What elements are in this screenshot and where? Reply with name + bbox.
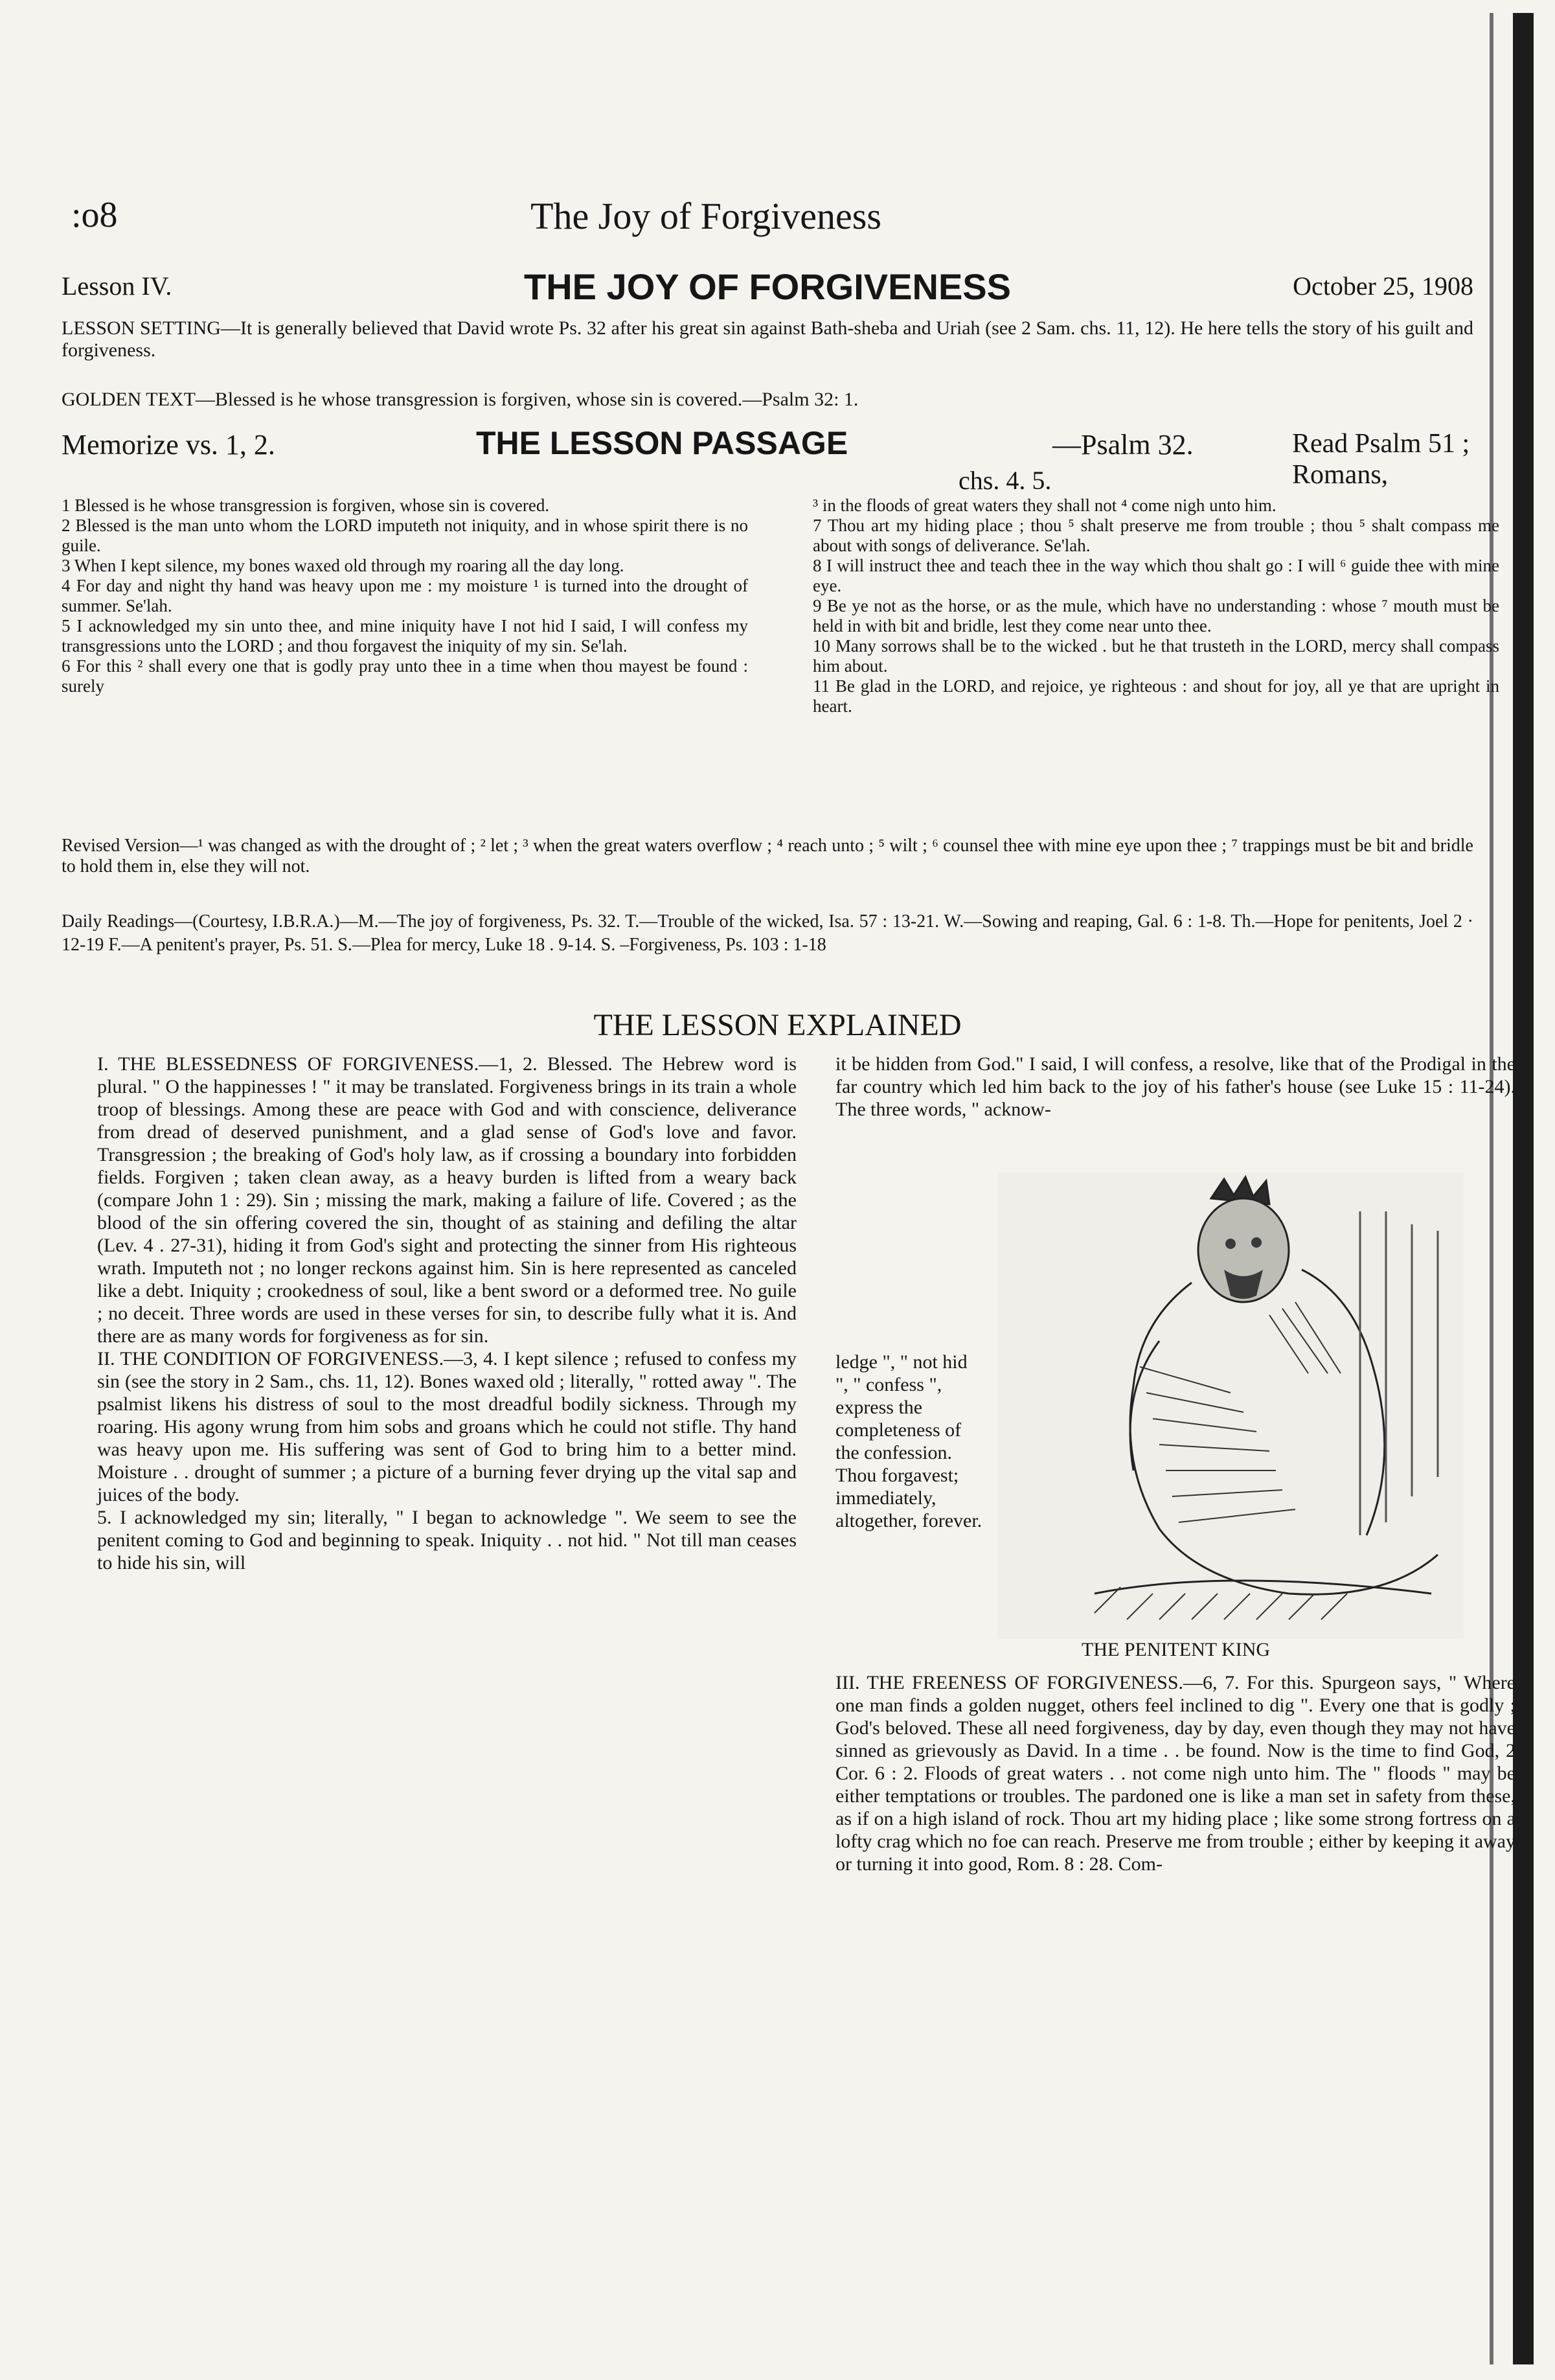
memorize-verses: Memorize vs. 1, 2. (62, 429, 275, 461)
verse: 9 Be ye not as the horse, or as the mule, which have no understanding : whose ⁷ mouth must be held in with bit and bridle, lest they come near unto thee. (813, 596, 1499, 635)
commentary-right-top: it be hidden from God." I said, I will confess, a resolve, like that of the Prodigal in the far country which led him back to the joy of his father's house (see Luke 15 : 11-24). The three words, " acknow- (835, 1053, 1515, 1120)
lesson-heading (62, 266, 1473, 311)
scan-edge-line (1490, 13, 1493, 2364)
passage-verses-right (813, 496, 1499, 716)
illustration-caption: THE PENITENT KING (1082, 1639, 1271, 1660)
read-reference: Read Psalm 51 ; Romans, (1292, 429, 1470, 490)
verse: 2 Blessed is the man unto whom the LORD imputeth not iniquity, and in whose spirit there is no guile. (62, 516, 748, 555)
lesson-date: October 25, 1908 (1293, 271, 1473, 301)
passage-verses-left (62, 496, 748, 696)
verse: 3 When I kept silence, my bones waxed old through my roaring all the day long. (62, 556, 624, 575)
verse: 6 For this ² shall every one that is godly pray unto thee in a time when thou mayest be found : surely (62, 656, 748, 696)
daily-readings: Daily Readings—(Courtesy, I.B.R.A.)—M.—The joy of forgiveness, Ps. 32. T.—Trouble of the wicked, Isa. 57 : 13-21. W.—Sowing and reaping, Gal. 6 : 1-8. Th.—Hope for penitents, Joel 2 · 12-19 F.—A penitent's prayer, Ps. 51. S.—Plea for mercy, Luke 18 . 9-14. S. –Forgiveness, Ps. 103 : 1-18 (62, 911, 1473, 955)
lesson-setting: LESSON SETTING—It is generally believed that David wrote Ps. 32 after his great sin against Bath-sheba and Uriah (see 2 Sam. chs. 11, 12). He here tells the story of his guilt and forgiveness. (62, 317, 1473, 361)
read-chapters: chs. 4. 5. (959, 466, 1052, 495)
verse: 7 Thou art my hiding place ; thou ⁵ shalt preserve me from trouble ; thou ⁵ shalt compass me about with songs of deliverance. Se'lah. (813, 516, 1499, 555)
scan-edge-bar (1513, 13, 1534, 2364)
commentary-paragraph: I. THE BLESSEDNESS OF FORGIVENESS.—1, 2. Blessed. The Hebrew word is plural. " O the happinesses ! " it may be translated. Forgiveness brings in its train a whole troop of blessings. Among these are peace with God and with conscience, deliverance from dread of deserved punishment, and a glad sense of God's love and favor. Transgression ; the breaking of God's holy law, as if crossing a boundary into forbidden fields. Forgiven ; taken clean away, as a heavy burden is lifted from a weary back (compare John 1 : 29). Sin ; missing the mark, making a failure of life. Covered ; as the blood of the sin offering covered the sin, thought of as staining and defiling the altar (Lev. 4 . 27-31), hiding it from God's sight and protecting the sinner from His righteous wrath. Imputeth not ; no longer reckons against him. Sin is here represented as canceled like a debt. Iniquity ; crookedness of soul, like a bent sword or a deformed tree. No guile ; no deceit. Three words are used in these verses for sin, to describe fully what it is. And there are as many words for forgiveness as for sin. (97, 1053, 797, 1347)
commentary-right-mid: ledge ", " not hid ", " confess ", express the completeness of the confession. Thou forgavest; immediately, altogether, forever. (835, 1351, 982, 1531)
lesson-number: Lesson IV. (62, 271, 172, 301)
passage-psalm: —Psalm 32. (1052, 429, 1194, 461)
running-title: The Joy of Forgiveness (530, 195, 881, 237)
commentary-right-bottom: III. THE FREENESS OF FORGIVENESS.—6, 7. For this. Spurgeon says, " Where one man finds a golden nugget, others feel inclined to dig ". Every one that is godly ; God's beloved. These all need forgiveness, day by day, even though they may not have sinned as grievously as David. In a time . . be found. Now is the time to find God, 2 Cor. 6 : 2. Floods of great waters . . not come nigh unto him. The " floods " may be either temptations or troubles. The pardoned one is like a man set in safety from these, as if on a high island of rock. Thou art my hiding place ; like some strong fortress on a lofty crag which no foe can reach. Preserve me from trouble ; either by keeping it away or turning it into good, Rom. 8 : 28. Com- (835, 1672, 1515, 1875)
lesson-passage-label: THE LESSON PASSAGE (476, 425, 848, 461)
golden-text: GOLDEN TEXT—Blessed is he whose transgression is forgiven, whose sin is covered.—Psalm 32: 1. (62, 389, 859, 410)
verse: 10 Many sorrows shall be to the wicked . but he that trusteth in the LORD, mercy shall compass him about. (813, 636, 1499, 676)
verse: 11 Be glad in the LORD, and rejoice, ye righteous : and shout for joy, all ye that are upright in heart. (813, 676, 1499, 716)
page-number: :o8 (71, 195, 118, 235)
running-header (71, 194, 1341, 246)
commentary-paragraph: II. THE CONDITION OF FORGIVENESS.—3, 4. I kept silence ; refused to confess my sin (see the story in 2 Sam., chs. 11, 12). Bones waxed old ; literally, " rotted away ". The psalmist likens his distress of soul to the most dreadful bodily sickness. Through my roaring. His agony wrung from him sobs and groans which he could not stifle. Thy hand was heavy upon me. His suffering was sent of God to bring him to a better mind. Moisture . . drought of summer ; a picture of a burning fever drying up the vital sap and juices of the body. (97, 1348, 797, 1505)
verse: 1 Blessed is he whose transgression is forgiven, whose sin is covered. (62, 496, 550, 515)
lesson-title: THE JOY OF FORGIVENESS (523, 266, 1011, 307)
lesson-explained-heading: THE LESSON EXPLAINED (593, 1008, 962, 1042)
verse: 5 I acknowledged my sin unto thee, and mine iniquity have I not hid I said, I will confess my transgressions unto the LORD ; and thou forgavest the iniquity of my sin. Se'lah. (62, 616, 748, 656)
commentary-paragraph: 5. I acknowledged my sin; literally, " I began to acknowledge ". We seem to see the penitent coming to God and beginning to speak. Iniquity . . not hid. " Not till man ceases to hide his sin, will (97, 1507, 797, 1573)
verse: 4 For day and night thy hand was heavy upon me : my moisture ¹ is turned into the drought of summer. Se'lah. (62, 576, 748, 615)
revised-version-notes: Revised Version—¹ was changed as with the drought of ; ² let ; ³ when the great waters overflow ; ⁴ reach unto ; ⁵ wilt ; ⁶ counsel thee with mine eye upon thee ; ⁷ trappings must be bit and bridle to hold them in, else they will not. (62, 836, 1473, 876)
commentary-left-column (97, 1053, 797, 1574)
verse: ³ in the floods of great waters they shall not ⁴ come nigh unto him. (813, 496, 1277, 515)
penitent-king-illustration (997, 1173, 1464, 1639)
verse: 8 I will instruct thee and teach thee in the way which thou shalt go : I will ⁶ guide thee with mine eye. (813, 556, 1499, 595)
